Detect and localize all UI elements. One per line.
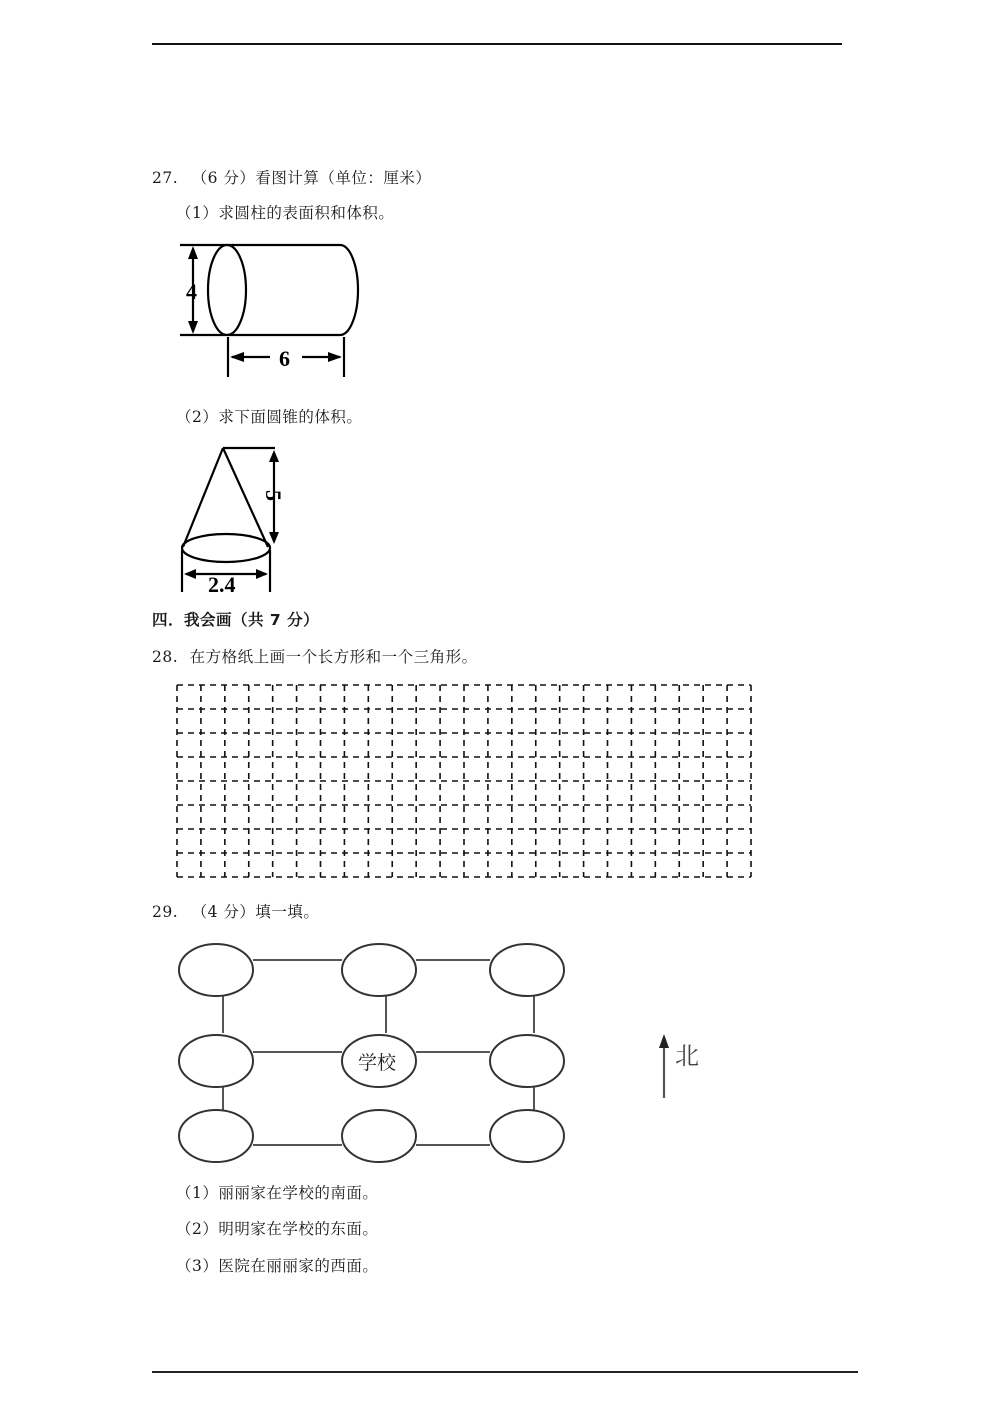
north-arrow-icon — [655, 1030, 715, 1102]
q27-heading — [152, 168, 431, 188]
q27-part2-label: （2）求下面圆锥的体积。 — [176, 408, 363, 426]
q28-number: 28. — [152, 648, 179, 666]
footer-rule — [152, 1371, 858, 1373]
q27-part1-label: （1）求圆柱的表面积和体积。 — [176, 204, 395, 222]
q29-item-2: （2）明明家在学校的东面。 — [176, 1220, 379, 1238]
map-node-se[interactable] — [490, 1110, 564, 1162]
q29-number: 29. — [152, 903, 179, 921]
cone-diameter-label: 2.4 — [208, 572, 236, 597]
cone-height-label: 5 — [261, 490, 286, 501]
north-label: 北 — [675, 1042, 699, 1070]
q27-title: （6 分）看图计算（单位：厘米） — [191, 169, 432, 187]
header-rule — [152, 43, 842, 45]
q28-text: 在方格纸上画一个长方形和一个三角形。 — [189, 648, 478, 666]
q29-item-3: （3）医院在丽丽家的西面。 — [176, 1257, 379, 1275]
q29-heading — [152, 902, 319, 922]
map-node-n[interactable] — [342, 944, 416, 996]
school-label: 学校 — [358, 1052, 397, 1074]
cylinder-figure — [170, 235, 380, 385]
q29-title: （4 分）填一填。 — [191, 903, 320, 921]
map-node-s[interactable] — [342, 1110, 416, 1162]
section4-title: 四．我会画（共 7 分） — [152, 611, 320, 629]
map-node-w[interactable] — [179, 1035, 253, 1087]
map-node-ne[interactable] — [490, 944, 564, 996]
map-node-e[interactable] — [490, 1035, 564, 1087]
map-node-nw[interactable] — [179, 944, 253, 996]
q27-number: 27. — [152, 169, 179, 187]
map-node-sw[interactable] — [179, 1110, 253, 1162]
q29-item-1: （1）丽丽家在学校的南面。 — [176, 1184, 379, 1202]
grid-paper[interactable] — [176, 684, 752, 878]
map-diagram — [170, 935, 580, 1170]
cylinder-length-label: 6 — [279, 346, 290, 371]
q28-heading — [152, 647, 478, 667]
cylinder-diameter-label: 4 — [186, 279, 197, 304]
cone-figure — [170, 440, 300, 597]
